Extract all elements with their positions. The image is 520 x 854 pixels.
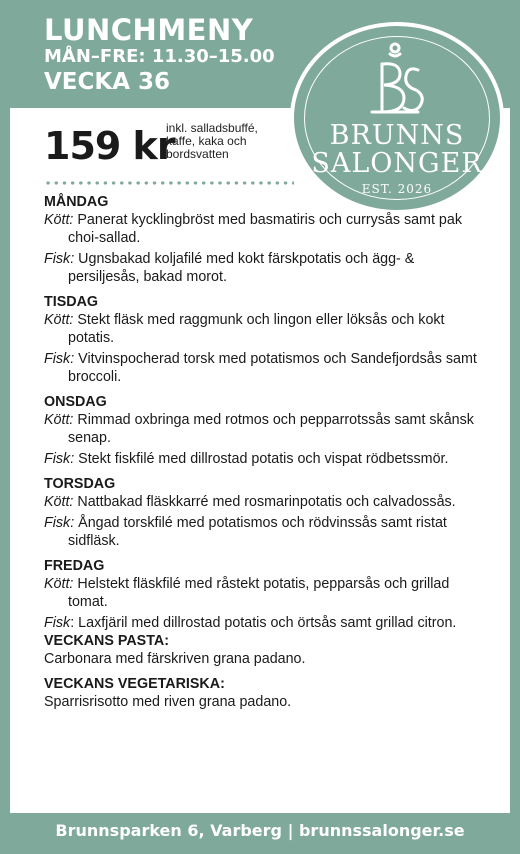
weekly-text: Sparrisrisotto med riven grana padano.: [44, 694, 292, 710]
dish-text: Ångad torskfilé med potatismos och rödvinssås samt ristat sidfläsk.: [68, 515, 447, 549]
day-title: TISDAG: [44, 294, 99, 310]
dotted-divider: [44, 181, 294, 185]
dish-text: Ugnsbakad koljafilé med kokt färskpotatis och ägg- & persiljesås, bakad morot.: [68, 251, 415, 285]
dish-meat: [44, 311, 484, 347]
opening-hours: MÅN–FRE: 11.30–15.00: [44, 46, 275, 67]
weekly-text: Carbonara med färskriven grana padano.: [44, 651, 306, 667]
day-section: [44, 475, 484, 550]
dish-text: Stekt fläsk med raggmunk och lingon eller löksås och kokt potatis.: [68, 312, 445, 346]
menu-title: LUNCHMENY: [44, 13, 254, 47]
dish-meat: [44, 575, 484, 611]
dish-type: Fisk:: [44, 515, 75, 531]
header: [44, 14, 275, 96]
menu-list: [44, 193, 484, 711]
dish-text: Vitvinspocherad torsk med potatismos och Sandefjordsås samt broccoli.: [68, 351, 477, 385]
dish-fish: [44, 350, 484, 386]
dish-text: Rimmad oxbringa med rotmos och pepparrotssås samt skånsk senap.: [68, 412, 474, 446]
dish-type: Fisk:: [44, 351, 75, 367]
day-title: TORSDAG: [44, 476, 116, 492]
dish-text: Panerat kycklingbröst med basmatiris och currysås samt pak choi-sallad.: [68, 212, 462, 246]
dish-type: Kött:: [44, 312, 74, 328]
day-title: FREDAG: [44, 558, 105, 574]
day-section: [44, 557, 484, 632]
dish-type: Kött:: [44, 494, 74, 510]
dish-type: Fisk: [44, 615, 71, 631]
day-section: [44, 193, 484, 286]
day-title: ONSDAG: [44, 394, 107, 410]
dish-text: Helstekt fläskfilé med råstekt potatis, pepparsås och grillad tomat.: [68, 576, 450, 610]
dish-meat: [44, 493, 484, 511]
price: 159 kr: [44, 124, 175, 168]
dish-type: Fisk:: [44, 251, 75, 267]
dish-type: Kött:: [44, 576, 74, 592]
day-section: [44, 393, 484, 468]
price-note: inkl. salladsbuffé, kaffe, kaka och bordsvatten: [166, 121, 258, 161]
brand-seal: [290, 22, 504, 214]
bs-monogram-icon: [360, 40, 430, 120]
brand-name-line1: BRUNNS: [329, 120, 465, 151]
dish-type: Fisk:: [44, 451, 75, 467]
weekly-pasta: [44, 632, 484, 668]
dish-type: Kött:: [44, 212, 74, 228]
dish-meat: [44, 411, 484, 447]
dish-fish: [44, 250, 484, 286]
dish-meat: [44, 211, 484, 247]
dish-text: : Laxfjäril med dillrostad potatis och örtsås samt grillad citron.: [70, 615, 457, 631]
dish-type: Kött:: [44, 412, 74, 428]
day-title: MÅNDAG: [44, 194, 109, 210]
established-year: EST. 2026: [361, 182, 433, 196]
dish-fish: [44, 614, 484, 632]
brand-name-line2: SALONGER: [311, 148, 483, 179]
day-section: [44, 293, 484, 386]
weekly-title: VECKANS PASTA:: [44, 633, 169, 649]
dish-fish: [44, 514, 484, 550]
dish-fish: [44, 450, 484, 468]
weekly-vegetarian: [44, 675, 484, 711]
dish-text: Nattbakad fläskkarré med rosmarinpotatis och calvadossås.: [77, 494, 456, 510]
footer-address: Brunnsparken 6, Varberg | brunnssalonger.se: [55, 821, 465, 840]
week-number: VECKA 36: [44, 69, 171, 95]
weekly-title: VECKANS VEGETARISKA:: [44, 676, 225, 692]
dish-text: Stekt fiskfilé med dillrostad potatis och vispat rödbetssmör.: [78, 451, 449, 467]
